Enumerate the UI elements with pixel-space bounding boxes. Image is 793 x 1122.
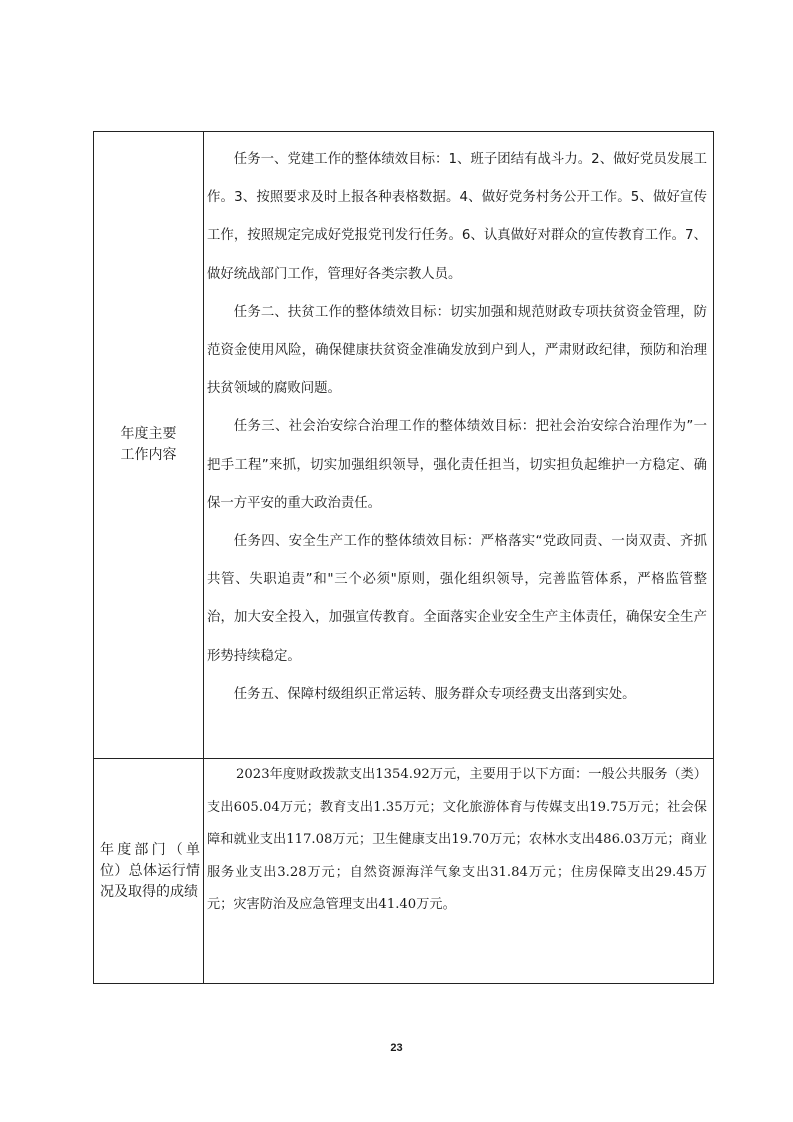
performance-content-cell — [204, 759, 714, 984]
performance-label-cell — [94, 759, 204, 984]
task-paragraph-2: 任务二、扶贫工作的整体绩效目标：切实加强和规范财政专项扶贫资金管理，防范资金使用风险，确保健康扶贫资金准确发放到户到人，严肃财政纪律，预防和治理扶贫领域的腐败问题。 — [207, 304, 707, 397]
task-paragraph-3: 任务三、社会治安综合治理工作的整体绩效目标：把社会治安综合治理作为”一把手工程”来抓，切实加强组织领导，强化责任担当，切实担负起维护一方稳定、确保一方平安的重大政治责任。 — [207, 419, 707, 511]
main-work-label-cell — [94, 132, 204, 759]
task-paragraph-1: 任务一、党建工作的整体绩效目标：1、班子团结有战斗力。2、做好党员发展工作。3、按照要求及时上报各种表格数据。4、做好党务村务公开工作。5、做好宣传工作，按照规定完成好党报党刊发行任务。6、认真做好对群众的宣传教育工作。7、做好统战部门工作，管理好各类宗教人员。 — [207, 152, 707, 282]
page-number: 23 — [390, 1042, 403, 1054]
table-row-overall-performance — [94, 759, 714, 984]
main-work-label — [94, 424, 203, 466]
performance-content: 2023年度财政拨款支出1354.92万元，主要用于以下方面：一般公共服务（类）支出605.04万元；教育支出1.35万元；文化旅游体育与传媒支出19.75万元；社会保障和就业支出117.08万元；卫生健康支出19.70万元；农林水支出486.03万元；商业服务业支出3.28万元；自然资源海洋气象支出31.84万元；住房保障支出29.45万元；灾害防治及应急管理支出41.40万元。 — [207, 767, 707, 913]
main-work-content-cell — [204, 132, 714, 759]
task-paragraph-5: 任务五、保障村级组织正常运转、服务群众专项经费支出落到实处。 — [233, 686, 636, 702]
main-work-label-line2: 工作内容 — [120, 447, 177, 463]
task-paragraph-4: 任务四、安全生产工作的整体绩效目标：严格落实“党政同责、一岗双责、齐抓共管、失职追责”和"三个必须"原则，强化组织领导，完善监管体系，严格监管整治，加大安全投入，加强宣传教育。全面落实企业安全生产主体责任，确保安全生产形势持续稳定。 — [207, 534, 707, 664]
table-row-main-work — [94, 132, 714, 759]
main-work-label-line1: 年度主要 — [120, 426, 177, 442]
main-work-content — [204, 132, 713, 714]
performance-label: 年度部门（单位）总体运行情况及取得的成绩 — [100, 841, 200, 900]
performance-table — [93, 131, 714, 984]
